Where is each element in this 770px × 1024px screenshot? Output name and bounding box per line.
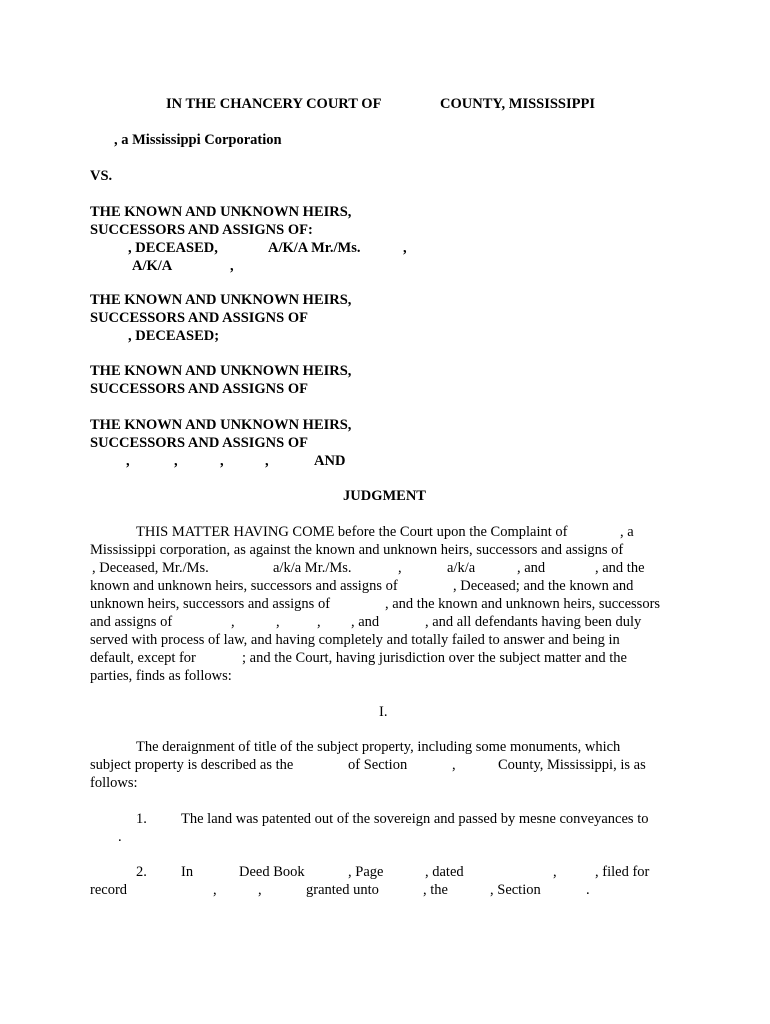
deraignment-line2c: ,: [452, 757, 456, 773]
defendant-group1-line2: SUCCESSORS AND ASSIGNS OF:: [90, 222, 313, 238]
item2-line1a: In: [181, 864, 194, 880]
defendant-group1-line4a: A/K/A: [132, 258, 173, 274]
intro-line8b: ; and the Court, having jurisdiction over the subject matter and the: [242, 650, 627, 666]
item2-line1d: , dated: [425, 864, 464, 880]
intro-line1b: , a: [620, 524, 634, 540]
intro-line5b: , and the known and unknown heirs, successors: [385, 596, 661, 612]
deraignment-line1: The deraignment of title of the subject property, including some monuments, which: [136, 739, 621, 755]
intro-line6-comma: ,: [276, 614, 280, 630]
intro-line6-comma: ,: [231, 614, 235, 630]
deraignment-line2a: subject property is described as the: [90, 757, 294, 773]
intro-line3f: , and the: [595, 560, 645, 576]
item2-line2g: .: [586, 882, 590, 898]
deraignment-line3: follows:: [90, 775, 138, 791]
intro-line4b: , Deceased; and the known and: [453, 578, 634, 594]
item2-line1e: ,: [553, 864, 557, 880]
court-title-left: IN THE CHANCERY COURT OF: [166, 96, 382, 112]
intro-line6b: , and all defendants having been duly: [425, 614, 642, 630]
defendant-group2-line1: THE KNOWN AND UNKNOWN HEIRS,: [90, 292, 352, 308]
intro-line3c: ,: [398, 560, 402, 576]
deraignment-line2d: County, Mississippi, is as: [498, 757, 646, 773]
intro-line5a: unknown heirs, successors and assigns of: [90, 596, 331, 612]
intro-line6-and: , and: [351, 614, 380, 630]
intro-line6a: and assigns of: [90, 614, 173, 630]
judgment-title: JUDGMENT: [343, 488, 426, 504]
intro-line2: Mississippi corporation, as against the known and unknown heirs, successors and assigns of: [90, 542, 624, 558]
plaintiff-line: , a Mississippi Corporation: [114, 132, 282, 148]
item2-line2e: , the: [423, 882, 448, 898]
intro-line4a: known and unknown heirs, successors and assigns of: [90, 578, 398, 594]
defendant-group4-comma: ,: [174, 453, 178, 469]
intro-line3a: , Deceased, Mr./Ms.: [92, 560, 209, 576]
intro-line3d: a/k/a: [447, 560, 476, 576]
court-title-right: COUNTY, MISSISSIPPI: [440, 96, 595, 112]
item2-line2b: ,: [213, 882, 217, 898]
defendant-group2-line2: SUCCESSORS AND ASSIGNS OF: [90, 310, 308, 326]
defendant-group4-and: AND: [314, 453, 346, 469]
defendant-group3-line2: SUCCESSORS AND ASSIGNS OF: [90, 381, 308, 397]
defendant-group1-line3b: A/K/A Mr./Ms.: [268, 240, 361, 256]
item1-number: 1.: [136, 811, 147, 827]
item2-line1c: , Page: [348, 864, 384, 880]
defendant-group3-line1: THE KNOWN AND UNKNOWN HEIRS,: [90, 363, 352, 379]
intro-line3e: , and: [517, 560, 546, 576]
item2-line2f: , Section: [490, 882, 541, 898]
defendant-group4-comma: ,: [220, 453, 224, 469]
section-numeral: I.: [379, 704, 388, 720]
defendant-group1-line3a: , DECEASED,: [128, 240, 218, 256]
item2-line1f: , filed for: [595, 864, 650, 880]
intro-line1a: THIS MATTER HAVING COME before the Court upon the Complaint of: [136, 524, 568, 540]
deraignment-line2b: of Section: [348, 757, 408, 773]
item1-line1: The land was patented out of the sovereign and passed by mesne conveyances to: [181, 811, 649, 827]
item2-line1b: Deed Book: [239, 864, 305, 880]
intro-line9: parties, finds as follows:: [90, 668, 232, 684]
defendant-group1-line1: THE KNOWN AND UNKNOWN HEIRS,: [90, 204, 352, 220]
defendant-group2-line3: , DECEASED;: [128, 328, 220, 344]
item2-line2d: granted unto: [306, 882, 379, 898]
item2-line2c: ,: [258, 882, 262, 898]
intro-line7: served with process of law, and having completely and totally failed to answer and being in: [90, 632, 620, 648]
defendant-group4-comma: ,: [265, 453, 269, 469]
item2-line2a: record: [90, 882, 128, 898]
item1-line2: .: [118, 829, 122, 845]
defendant-group4-line2: SUCCESSORS AND ASSIGNS OF: [90, 435, 308, 451]
defendant-group4-comma: ,: [126, 453, 130, 469]
item2-number: 2.: [136, 864, 147, 880]
defendant-group4-line1: THE KNOWN AND UNKNOWN HEIRS,: [90, 417, 352, 433]
versus-label: VS.: [90, 168, 113, 184]
intro-line8a: default, except for: [90, 650, 196, 666]
defendant-group1-line4b: ,: [230, 258, 234, 274]
intro-line6-comma: ,: [317, 614, 321, 630]
defendant-group1-line3c: ,: [403, 240, 407, 256]
intro-line3b: a/k/a Mr./Ms.: [273, 560, 352, 576]
